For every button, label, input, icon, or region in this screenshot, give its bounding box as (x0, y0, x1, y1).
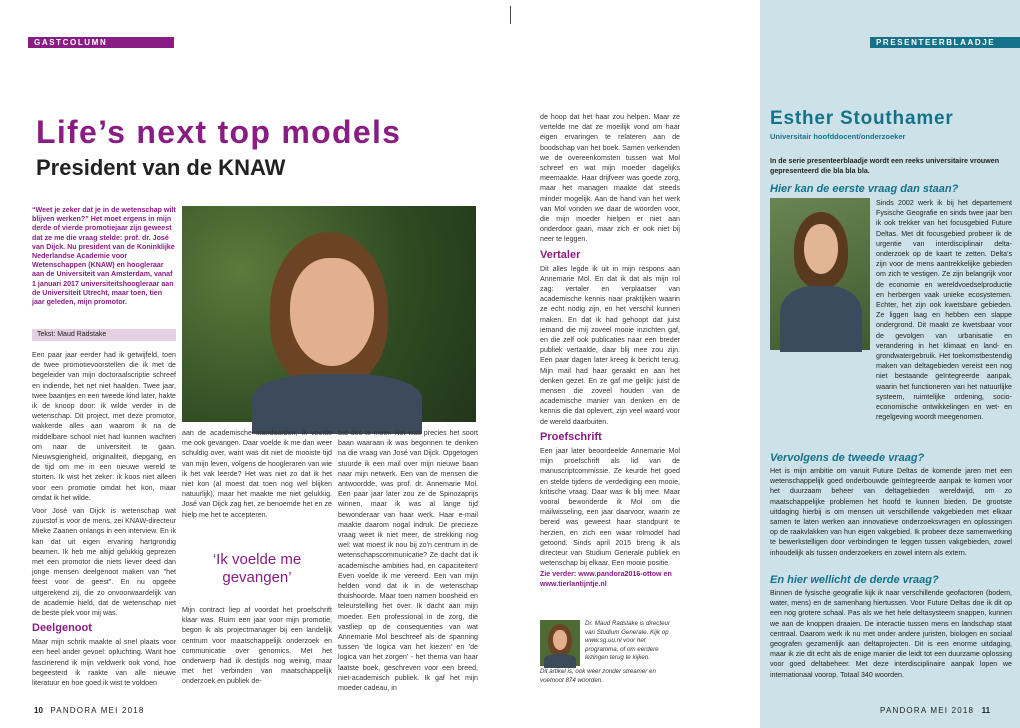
sidebar-tag: PRESENTEERBLAADJE (876, 38, 996, 47)
page-number: 11 (981, 706, 991, 715)
subheading-vertaler: Vertaler (540, 248, 581, 261)
answer-3: Binnen de fysische geografie kijk ik naar verschillende geofactoren (bodem, water, mens) en de samenhang hiertussen. Voor Future Deltas doe ik dit op een nog grotere schaal. Pas als we het hele deltasysteem snappen, kunnen we aan de knoppen draaien. De interactie tussen mens en landschap staat centraal. Daarom werk ik nu met onder andere juristen, biologen en sociaal geografen gezamenlijk aan deltaprojecten. Dit is een enorme uitdaging, maar ik zie dit echt als de enige manier die leidt tot een duurzame oplossing voor goed deltabeheer. Met deze interdisciplinaire aanpak lopen we internationaal voorop. Totaal 340 woorden. (770, 589, 1012, 679)
profile-photo (770, 198, 870, 350)
web-links (540, 569, 680, 589)
paragraph: Maar mijn schrik maakte al snel plaats voor een heel ander gevoel: opluchting. Want hoe fascinerend ik mijn veldwerk ook vond, hoe begeesterd ik raakte van alle nieuwe literatuur en hoe goed ik wist te voldoen (32, 638, 176, 688)
author-photo (182, 206, 476, 422)
profile-name: Esther Stouthamer (770, 108, 954, 129)
answer-3-wrap (770, 588, 1012, 694)
author-thumbnail (540, 620, 580, 666)
paragraph: aan de academische standaarden, ik voelde me ook gevangen. Daar voelde ik me dan weer schuldig over, want was dit niet de mooiste tijd van mijn leven, volgens de hoogleraren van wie ik het vak leerde? Het was niet zo dat ik het niet kon (al moest dat toen nog wel blijken natuurlijk), maar het maakte me niet gelukkig. José van Dijck zag het, ze benoemde het en ze hielp me het te accepteren. (182, 429, 332, 519)
paragraph: Dit alles legde ik uit in mijn respons aan Annemarie Mol. En dat ik dat als mijn rol zag: vertaler en verplaatser van academische kennis naar praktijken waarin ze echt nodig zijn, en het verschil kunnen maken. En dat ik had gehoopt dat juist iemand die mij zoveel mooie inzichten gaf, en die zelf ook publicaties naar een breder publiek vertaalde, daar blij mee zou zijn. Een paar dagen later kreeg ik bericht terug. Mijn mail had haar geraakt en aan het denken gezet. En ze gaf me gelijk: juist de mensen die zoveel houden van de academische manier van denken en de kennis die dat oplevert, zijn veel waard voor de wereld daarbuiten. (540, 264, 680, 426)
question-1: Hier kan de eerste vraag dan staan? (770, 183, 959, 195)
question-3: En hier wellicht de derde vraag? (770, 574, 939, 586)
paragraph: bat des te meer. Het was precies het soort baan waaraan ik was begonnen te denken na die vraag van José van Dijck. Opgetogen stuurde ik een mail over mijn nieuwe baan naar mijn netwerk. Een van de mensen die antwoordde, was prof. dr. Annemarie Mol. Een paar jaar later zou ze de Spinozaprijs winnen, maar ik was al lange tijd bewonderaar van haar werk. Haar e-mail maakte daarom nogal indruk. De precieze vraag weet ik niet meer, de strekking nog wel: wat moest ik nou bij zo'n centrum in de wetenschapscommunicatie? Ze dacht dat ik academische ambities had, en capaciteiten! Even voelde ik me vereerd. Een van mijn helden vond dat ik in de wetenschap thuishoorde. Maar toen namen boosheid en teleurstelling het over. Ik dacht aan mijn moeder. Een professional in de zorg, die vastliep op de consequenties van wat Annemarie Mol beschreef als de spanning tussen 'de logica van het kiezen' en 'de logica van het zorgen' - het thema van haar laatste boek, geschreven voor een breed, niet-academisch publiek. Ik gaf het mijn moeder cadeau, in (338, 429, 478, 693)
word-count-note: Dit artikel is, ook weer zonder streamer en voetnoot 874 woorden. (540, 668, 656, 684)
paragraph: Een paar jaar eerder had ik getwijfeld, toen de twee promotievoorstellen die ik met de begeleider van mijn doctoraalscriptie schreef en indiende, het net niet haalden. Twee jaar, twee baantjes en een tweede kind later, hakte ik de knoop door: ik wilde verder in de wetenschap. Dit project, met deze promotor, wakkerde alles aan waarom ik na de middelbare school niet had kunnen wachten om naar de universiteit te gaan. Nieuwsgierigheid, originaliteit, diepgang, en de tijd om me in een nieuwe wereld te storten. Ik wist het zeker: ik koos niet alleen voor een promotie omdat het kon, maar omdat ik het wilde. (32, 351, 176, 502)
page-folio-left (30, 706, 145, 715)
page-gutter (510, 6, 511, 24)
page-number: 10 (34, 706, 43, 715)
answer-2-wrap (770, 466, 1012, 569)
column-1 (32, 350, 176, 712)
answer-1-wrap (876, 198, 1012, 422)
section-tag: GASTCOLUMN (34, 38, 108, 47)
column-2-top (182, 428, 332, 544)
column-3 (338, 428, 478, 713)
profile-role: Universitair hoofddocent/onderzoeker (770, 132, 906, 141)
paragraph: de hoop dat het haar zou helpen. Maar ze vertelde me dat ze moeilijk vond om haar eigen ervaringen te relateren aan de boodschap van het boek. Samen verkenden we de overeenkomsten tussen wat Mol schreef en wat mijn moeder dagelijks meemaakte. Haar drijfveer was goede zorg, maar het managen maakte dat steeds minder mogelijk. Aan de hand van het werk van Mol vonden we daar de woorden voor, die mijn moeder hielpen er niet aan onderdoor gaan, maar zich er ook niet bij neer te leggen. (540, 113, 680, 244)
paragraph: Een jaar later beoordeelde Annemarie Mol mijn proefschrift als lid van de manuscriptcommissie. Ze keurde het goed en stelde tijdens de verdediging een mooie, kritische vraag. Daar was ik blij mee. Maar vooral bewonderde ik Mol om die mailwisseling, een jaar daarvoor, waarin ze bereid was geweest haar standpunt te herzien, en zich een waar rolmodel had getoond. Sinds april 2015 breng ik als directeur van Studium Generale publiek en wetenschap bij elkaar. Een mooie positie. (540, 446, 680, 568)
web-label: Zie verder: (540, 570, 577, 578)
page-folio-right (880, 706, 994, 715)
paragraph: Mijn contract liep af voordat het proefschrift klaar was. Ruim een jaar voor mijn promotie, begon ik als projectmanager bij een landelijk centrum voor maatschappelijk onderzoek en communicatie over genomics. Met het onderwerp had ik destijds nog weinig, maar met het verbinden van maatschappelijk onderzoek en publiek de- (182, 606, 332, 686)
answer-2: Het is mijn ambitie om vanuit Future Deltas de komende jaren met een wetenschappelijk goed onderbouwde geïntegreerde aanpak te komen voor het duurzaam beheer van deltagebieden wereldwijd, om zo maatschappelijke problemen het hoofd te kunnen bieden. De grootste uitdaging hierbij is om mensen uit verschillende vakgebieden met elkaar samen te laten werken aan innovatieve onderzoeksvragen en oplossingen op de raakvlakken van hun eigen vakgebied. Ik probeer deze samenwerking te bewerkstelligen door verbindingen te leggen tussen vakgebieden, zowel inhoudelijk als tussen onderzoekers en zowel intern als extern. (770, 467, 1012, 557)
author-tag: Tekst: Maud Radstake (32, 329, 176, 341)
paragraph: Voor José van Dijck is wetenschap wat zuurstof is voor de mens, zei KNAW-directeur Mieke Zaanen onlangs in een interview. En ik kan dat uit eigen ervaring hartgrondig beamen. Ik heb me altijd gelukkig geprezen met een promotor die niets liever deed dan jonge mensen deelgenoot maken van "het feest voor de geest". En nu opgeëe uitgerekend zij, die zo onvoorwaardelijk van de academie hield, dat de wetenschap niet de beste plek voor mij was. (32, 507, 176, 618)
question-2: Vervolgens de tweede vraag? (770, 452, 925, 464)
lead-paragraph: “Weet je zeker dat je in de wetenschap wilt blijven werken?” Het moet ergens in mijn derde of vierde promotiejaar zijn geweest dat ze me die vraag stelde: prof. dr. José van Dijck. Nu president van de Koninklijke Nederlandse Academie voor Wetenschappen (KNAW) en hoogleraar aan de Universiteit van Amsterdam, vanaf 1 januari 2017 universiteitshoogleraar aan de Universiteit Utrecht, maar toen, tien jaar geleden, mijn promotor. (32, 206, 176, 307)
answer-1: Sinds 2002 werk ik bij het departement Fysische Geografie en sinds twee jaar ben ik ook trekker van het focusgebied Future Deltas. Met dit focusgebied probeer ik de urgentie van interdisciplinair delta-onderzoek op de kaart te zetten. Delta's zijn voor de mens aantrekkelijke gebieden om zich te vestigen. Ze zijn belangrijk voor de economie en wereldvoedselproductie en herbergen vaak unieke ecosystemen. Echter, het zijn ook kwetsbare gebieden. Ze liggen laag en hebben een slappe ondergrond. Dit maakt ze kwetsbaar voor de gevolgen van urbanisatie en verandering in het klimaat en land- en grondwatergebruik. Het toekomstbestendig maken van deltagebieden vereist een nog niet bestaande geïntegreerde aanpak, waarin het functioneren van het natuurlijke systeem, ruimtelijke ordening, socio-economische ontwikkelingen en wet- en regelgeving woordt meegenomen. (876, 199, 1012, 422)
profile-intro: In de serie presenteerblaadje wordt een reeks universitaire vrouwen gepresenteerd die bla bla bla. (770, 157, 1000, 175)
folio-text: PANDORA MEI 2018 (880, 706, 975, 715)
web-link[interactable]: www.pandora2016-ottow en www.tierlantijntje.nl (540, 570, 672, 588)
subheading-deelgenoot: Deelgenoot (32, 622, 92, 635)
subheading-proefschrift: Proefschrift (540, 430, 602, 443)
pull-quote: ‘Ik voelde me gevangen’ (212, 551, 302, 586)
article-subtitle: President van de KNAW (36, 155, 286, 180)
column-4 (540, 112, 680, 572)
column-2-bottom (182, 605, 332, 713)
folio-text: PANDORA MEI 2018 (50, 706, 145, 715)
article-title: Life’s next top models (36, 114, 402, 150)
author-bio: Dr. Maud Radstake is directeur van Studium Generale. Kijk op www.sg.uu.nl voor het programma, of om eerdere lezingen terug te kijken. (585, 620, 671, 662)
